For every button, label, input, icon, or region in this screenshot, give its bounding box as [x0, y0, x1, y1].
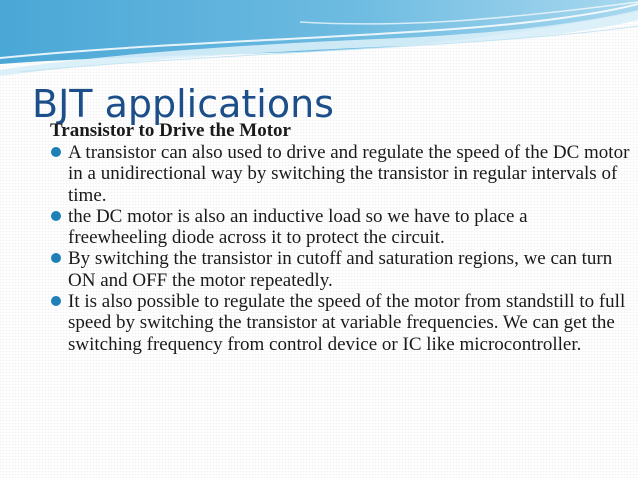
bullet-item	[50, 206, 630, 249]
bullet-text: A transistor can also used to drive and regulate the speed of the DC motor in a unidirectional way by switching the transistor in regular intervals of time.	[68, 142, 630, 206]
bullet-text: By switching the transistor in cutoff and saturation regions, we can turn ON and OFF the motor repeatedly.	[68, 248, 613, 291]
bullet-text: the DC motor is also an inductive load so we have to place a freewheeling diode across it to protect the circuit.	[68, 205, 528, 249]
bullet-item	[50, 248, 630, 291]
bullet-item	[50, 291, 630, 355]
bullet-dot-icon	[51, 211, 61, 221]
slide-subtitle: Transistor to Drive the Motor	[50, 120, 291, 141]
bullet-dot-icon	[51, 296, 61, 306]
header-wave-decoration	[0, 0, 638, 80]
bullet-item	[50, 142, 630, 206]
bullet-list	[50, 142, 630, 355]
bullet-text: It is also possible to regulate the speed of the motor from standstill to full speed by switching the transistor at variable frequencies. We can get the switching frequency from control device or IC like microcontroller.	[68, 291, 626, 355]
bullet-dot-icon	[51, 253, 61, 263]
slide-title: BJT applications	[32, 82, 334, 126]
bullet-dot-icon	[51, 147, 61, 157]
